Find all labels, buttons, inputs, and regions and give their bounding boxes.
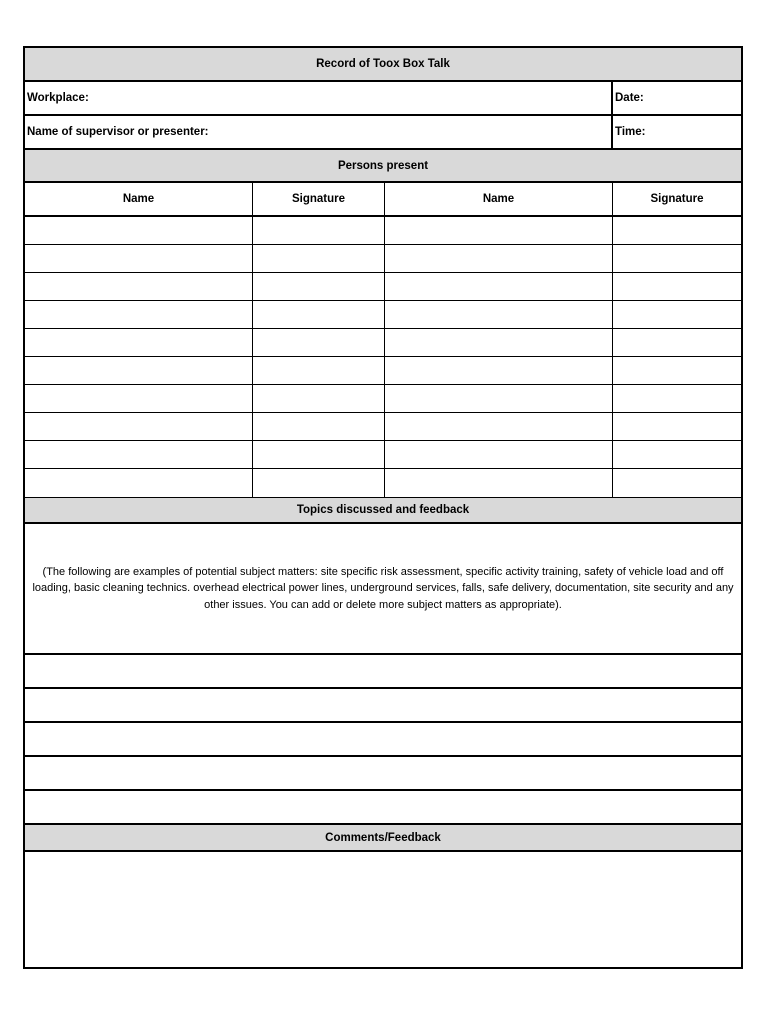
topics-heading: Topics discussed and feedback	[296, 504, 470, 516]
supervisor-row	[25, 116, 741, 150]
attendee-signature-cell[interactable]	[252, 413, 384, 440]
attendee-signature-cell[interactable]	[612, 357, 741, 384]
attendee-signature-cell[interactable]	[612, 301, 741, 328]
attendance-row	[25, 469, 741, 497]
attendee-name-cell[interactable]	[25, 441, 252, 468]
attendee-name-cell[interactable]	[384, 245, 612, 272]
attendee-name-cell[interactable]	[384, 301, 612, 328]
attendee-signature-cell[interactable]	[252, 329, 384, 356]
attendee-name-cell[interactable]	[384, 329, 612, 356]
topics-text: (The following are examples of potential subject matters: site specific risk assessment, specific activity training, safety of vehicle load and off loading, basic cleaning technics. overhead electrical power lines, underground services, falls, safe delivery, documentation, site security and any other issues. You can add or delete more subject matters as appropriate).	[32, 565, 734, 611]
workplace-field[interactable]	[25, 82, 611, 114]
toolbox-talk-form	[23, 46, 743, 969]
date-field[interactable]	[611, 82, 741, 114]
persons-present-heading: Persons present	[337, 159, 429, 172]
persons-present-heading-row	[25, 150, 741, 183]
attendee-name-cell[interactable]	[25, 329, 252, 356]
attendee-name-cell[interactable]	[384, 273, 612, 300]
attendee-name-cell[interactable]	[25, 245, 252, 272]
attendee-signature-cell[interactable]	[252, 245, 384, 272]
column-header-name-1: Name	[122, 193, 155, 205]
column-header-signature-2: Signature	[612, 183, 741, 215]
form-title: Record of Toox Box Talk	[316, 58, 450, 70]
comments-heading: Comments/Feedback	[325, 831, 441, 844]
attendee-signature-cell[interactable]	[252, 385, 384, 412]
attendance-row	[25, 245, 741, 273]
topic-line[interactable]	[25, 723, 741, 757]
topic-line[interactable]	[25, 655, 741, 689]
attendee-name-cell[interactable]	[384, 385, 612, 412]
attendee-signature-cell[interactable]	[612, 217, 741, 244]
comments-field[interactable]	[25, 852, 741, 969]
attendance-row	[25, 217, 741, 245]
attendee-signature-cell[interactable]	[612, 245, 741, 272]
attendee-signature-cell[interactable]	[252, 441, 384, 468]
attendee-name-cell[interactable]	[25, 301, 252, 328]
attendee-signature-cell[interactable]	[612, 273, 741, 300]
attendee-name-cell[interactable]	[384, 469, 612, 497]
attendee-name-cell[interactable]	[25, 413, 252, 440]
topics-lines	[25, 655, 741, 825]
attendee-name-cell[interactable]	[25, 273, 252, 300]
supervisor-field[interactable]	[25, 116, 611, 148]
attendee-name-cell[interactable]	[384, 357, 612, 384]
attendance-row	[25, 385, 741, 413]
attendee-signature-cell[interactable]	[612, 441, 741, 468]
date-label: Date:	[615, 92, 644, 104]
attendance-column-headers	[25, 183, 741, 217]
attendee-signature-cell[interactable]	[612, 329, 741, 356]
topic-line[interactable]	[25, 791, 741, 825]
attendee-name-cell[interactable]	[25, 469, 252, 497]
time-label: Time:	[615, 126, 646, 138]
attendee-signature-cell[interactable]	[612, 385, 741, 412]
topic-line[interactable]	[25, 757, 741, 791]
comments-heading-row	[25, 825, 741, 852]
column-header-signature-1: Signature	[252, 183, 384, 215]
attendance-row	[25, 441, 741, 469]
topic-line[interactable]	[25, 689, 741, 723]
attendee-name-cell[interactable]	[384, 413, 612, 440]
attendee-name-cell[interactable]	[25, 357, 252, 384]
attendance-row	[25, 329, 741, 357]
attendee-name-cell[interactable]	[384, 441, 612, 468]
attendee-signature-cell[interactable]	[252, 301, 384, 328]
topics-heading-row	[25, 497, 741, 524]
attendee-name-cell[interactable]	[25, 217, 252, 244]
column-header-name-2: Name	[384, 183, 612, 215]
workplace-label: Workplace:	[27, 92, 89, 104]
attendance-table	[25, 217, 741, 497]
form-title-row	[25, 48, 741, 82]
supervisor-label: Name of supervisor or presenter:	[27, 126, 209, 138]
attendee-signature-cell[interactable]	[252, 273, 384, 300]
time-field[interactable]	[611, 116, 741, 148]
attendee-name-cell[interactable]	[25, 385, 252, 412]
attendee-signature-cell[interactable]	[252, 357, 384, 384]
workplace-row	[25, 82, 741, 116]
attendee-signature-cell[interactable]	[612, 469, 741, 497]
attendance-row	[25, 273, 741, 301]
attendance-row	[25, 413, 741, 441]
attendance-row	[25, 301, 741, 329]
attendee-name-cell[interactable]	[384, 217, 612, 244]
attendee-signature-cell[interactable]	[252, 217, 384, 244]
attendee-signature-cell[interactable]	[612, 413, 741, 440]
attendee-signature-cell[interactable]	[252, 469, 384, 497]
topics-description	[25, 524, 741, 655]
attendance-row	[25, 357, 741, 385]
